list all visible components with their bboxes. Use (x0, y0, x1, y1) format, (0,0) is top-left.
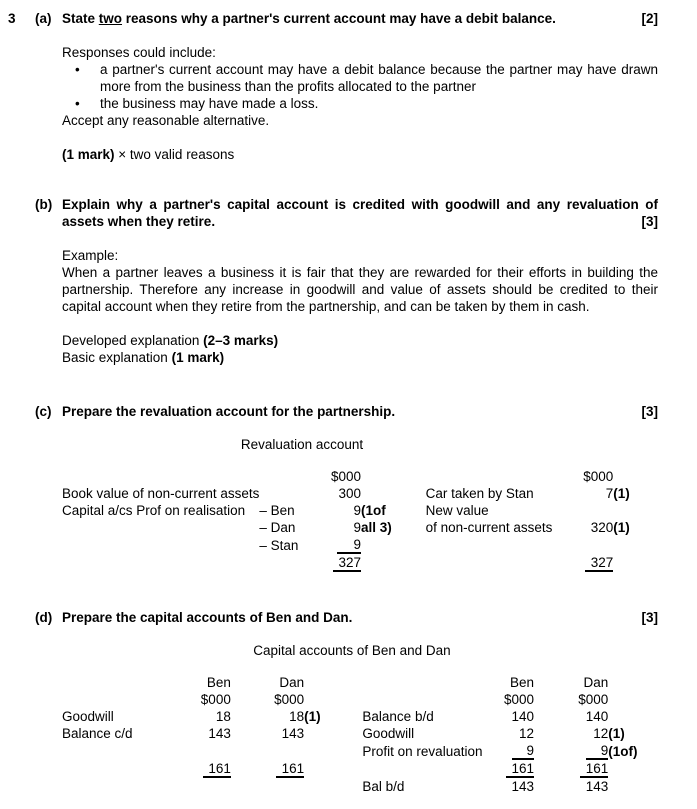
credit-ben-header: Ben (510, 675, 535, 690)
underlined-total: 161 (276, 762, 304, 778)
spacer (8, 315, 658, 332)
section-part-b (8, 196, 658, 366)
credit-label: Goodwill (362, 726, 415, 741)
table-row (62, 502, 658, 519)
debit-sublabel (259, 554, 313, 572)
cell-empty (62, 674, 186, 691)
debit-ben-amount (186, 742, 231, 760)
currency-header: $000 (503, 692, 535, 707)
part-d-question-text: Prepare the capital accounts of Ben and Dan. (62, 610, 353, 625)
question-number-spacer (8, 403, 35, 420)
revaluation-account-table (62, 468, 658, 572)
debit-dan-amount: 18 (289, 709, 305, 724)
debit-sublabel: – Stan (259, 538, 299, 553)
debit-amount: 9 (353, 503, 361, 518)
table-row (62, 725, 658, 742)
debit-label (62, 536, 259, 554)
bullet-icon: • (75, 96, 80, 111)
part-b-developed-marks: (2–3 marks) (203, 333, 279, 348)
underlined-amount: 9 (512, 744, 534, 760)
part-c-question-text: Prepare the revaluation account for the partnership. (62, 404, 396, 419)
table-row (62, 778, 658, 795)
debit-mark (361, 536, 426, 554)
part-b-basic-marks: (1 mark) (171, 350, 225, 365)
credit-dan-amount-underlined (534, 742, 608, 760)
debit-mark (304, 742, 362, 760)
table-row (62, 485, 658, 502)
cell-empty (613, 468, 658, 485)
debit-mark (361, 485, 426, 502)
debit-sublabel: – Ben (259, 503, 295, 518)
debit-label (62, 519, 259, 536)
credit-dan-amount: 12 (593, 726, 609, 741)
credit-ben-amount-underlined (484, 742, 534, 760)
part-a-question-underlined-word: two (98, 11, 123, 26)
part-a-bullet-2-text: the business may have made a loss. (100, 96, 319, 111)
part-a-award-text: × two valid reasons (114, 147, 235, 162)
part-a-question-start: State (62, 11, 99, 26)
credit-mark (608, 778, 658, 795)
cell-empty (362, 674, 484, 691)
debit-ben-header: Ben (206, 675, 231, 690)
cell-empty (608, 691, 658, 708)
debit-mark (304, 760, 362, 778)
credit-ben-amount: 143 (511, 779, 535, 794)
part-a-intro: Responses could include: (62, 45, 216, 60)
credit-label (426, 554, 576, 572)
underlined-total: 161 (580, 762, 608, 778)
debit-label: Capital a/cs Prof on realisation (62, 503, 246, 518)
part-a-bullet-1 (62, 61, 658, 95)
debit-currency-header: $000 (330, 469, 361, 484)
part-a-bullet-1-text: a partner's current account may have a debit balance because the partner may have drawn more from the business than the profits allocated to the partner (100, 62, 658, 94)
table-row (62, 708, 658, 725)
credit-label: New value (425, 503, 489, 518)
debit-label (62, 742, 186, 760)
table-row-totals (62, 554, 658, 572)
credit-amount: 7 (605, 486, 614, 501)
debit-dan-amount: 143 (281, 726, 305, 741)
part-d-marks: [3] (641, 610, 658, 625)
currency-header: $000 (274, 692, 305, 707)
cell-empty (426, 468, 576, 485)
debit-label: Book value of non-current assets (62, 486, 260, 501)
debit-ben-total (186, 760, 231, 778)
debit-dan-amount (231, 778, 304, 795)
credit-dan-header: Dan (583, 675, 609, 690)
debit-label: Balance c/d (62, 726, 133, 741)
question-number: 3 (8, 11, 16, 26)
credit-dan-total (534, 760, 608, 778)
part-a-award-line (62, 146, 658, 163)
question-d-row (8, 609, 658, 626)
part-b-question-text: Explain why a partner's capital account is credited with goodwill and any revaluation of assets when they retire. (62, 197, 658, 229)
table-row (62, 519, 658, 536)
part-a-question-end: reasons why a partner's current account may have a debit balance. (122, 11, 556, 26)
debit-mark (304, 778, 362, 795)
table-row-units (62, 691, 658, 708)
credit-label: Bal b/d (362, 779, 405, 794)
credit-ben-amount: 12 (519, 726, 535, 741)
currency-header: $000 (200, 692, 231, 707)
part-b-basic-line (62, 349, 658, 366)
debit-label (62, 554, 259, 572)
spacer (8, 230, 658, 247)
credit-label: Profit on revaluation (362, 744, 483, 759)
question-b-row (8, 196, 658, 230)
debit-label: Goodwill (62, 709, 114, 724)
underlined-amount: 9 (337, 538, 361, 554)
part-a-accept-note: Accept any reasonable alternative. (62, 113, 270, 128)
capital-accounts-title: Capital accounts of Ben and Dan (253, 643, 451, 658)
debit-dan-total (231, 760, 304, 778)
cell-empty (259, 468, 313, 485)
credit-label (426, 536, 576, 554)
debit-sublabel: – Dan (259, 520, 296, 535)
part-b-example-text: When a partner leaves a business it is fair that they are rewarded for their efforts in building the partnership. Therefore any increase in goodwill and value of assets should be credited to their capital account when they retire from the partnership, and can be taken by them in cash. (62, 265, 658, 314)
table-row-totals (62, 760, 658, 778)
table-row (62, 536, 658, 554)
credit-amount (575, 502, 613, 519)
revaluation-account-title: Revaluation account (240, 437, 364, 452)
part-d-letter: (d) (35, 610, 53, 625)
part-a-letter: (a) (35, 11, 52, 26)
credit-mark: (1) (613, 520, 630, 535)
credit-label: Car taken by Stan (425, 486, 534, 501)
debit-amount: 9 (353, 520, 361, 535)
debit-label (62, 778, 186, 795)
credit-mark (613, 536, 658, 554)
debit-mark (361, 554, 426, 572)
credit-ben-total (484, 760, 534, 778)
spacer (8, 129, 658, 146)
part-a-bullet-2 (62, 95, 658, 112)
question-a-row (8, 10, 658, 27)
part-a-award-marks: (1 mark) (62, 147, 115, 162)
cell-empty (608, 674, 658, 691)
credit-amount (575, 536, 613, 554)
bullet-icon: • (75, 62, 80, 77)
debit-ben-amount: 18 (215, 709, 231, 724)
debit-label (62, 760, 186, 778)
credit-currency-header: $000 (583, 469, 614, 484)
credit-mark: (1) (608, 726, 625, 741)
part-d-question (62, 609, 658, 626)
underlined-amount: 9 (586, 744, 608, 760)
part-b-example-label: Example: (62, 248, 119, 263)
debit-dan-header: Dan (279, 675, 305, 690)
table-row-names (62, 674, 658, 691)
underlined-total: 327 (333, 556, 361, 572)
section-part-d (8, 609, 658, 795)
credit-dan-amount: 140 (585, 709, 609, 724)
underlined-total: 327 (585, 556, 613, 572)
part-b-basic-text: Basic explanation (62, 350, 172, 365)
debit-mark: all 3) (360, 520, 392, 535)
underlined-total: 161 (506, 762, 534, 778)
debit-dan-amount (231, 742, 304, 760)
credit-label (362, 760, 484, 778)
credit-total (575, 554, 613, 572)
part-b-developed-text: Developed explanation (62, 333, 204, 348)
cell-empty (361, 468, 426, 485)
credit-label: Balance b/d (362, 709, 434, 724)
cell-empty (62, 468, 259, 485)
spacer (8, 27, 658, 44)
credit-amount: 320 (590, 520, 614, 535)
debit-total (313, 554, 361, 572)
table-row-header (62, 468, 658, 485)
debit-amount: 300 (338, 486, 361, 501)
cell-empty (304, 674, 362, 691)
debit-sublabel (259, 485, 313, 502)
section-part-a (8, 10, 658, 163)
part-b-letter: (b) (35, 197, 53, 212)
debit-mark: (1of (360, 503, 386, 518)
cell-empty (304, 691, 362, 708)
part-a-marks: [2] (641, 11, 658, 26)
credit-ben-amount: 140 (511, 709, 535, 724)
capital-accounts-table (62, 674, 658, 795)
table-row (62, 742, 658, 760)
part-b-developed-line (62, 332, 658, 349)
currency-header: $000 (578, 692, 609, 707)
debit-mark (304, 725, 362, 742)
debit-ben-amount (186, 778, 231, 795)
credit-mark (613, 554, 658, 572)
part-c-letter: (c) (35, 404, 52, 419)
part-c-marks: [3] (641, 404, 658, 419)
credit-dan-amount: 143 (585, 779, 609, 794)
credit-mark (608, 760, 658, 778)
part-b-question (62, 196, 658, 230)
debit-mark: (1) (304, 709, 321, 724)
underlined-total: 161 (203, 762, 231, 778)
part-a-question (62, 10, 658, 27)
cell-empty (362, 691, 484, 708)
debit-ben-amount: 143 (208, 726, 231, 741)
question-number-spacer (8, 196, 35, 230)
question-number-spacer (8, 609, 35, 626)
debit-amount-underlined (313, 536, 361, 554)
credit-mark: (1of) (608, 744, 638, 759)
cell-empty (62, 691, 186, 708)
part-b-marks: [3] (641, 214, 658, 229)
credit-mark (613, 502, 658, 519)
credit-mark: (1) (613, 486, 630, 501)
question-c-row (8, 403, 658, 420)
part-c-question (62, 403, 658, 420)
credit-mark (608, 708, 658, 725)
section-part-c (8, 403, 658, 572)
credit-label: of non-current assets (425, 520, 553, 535)
